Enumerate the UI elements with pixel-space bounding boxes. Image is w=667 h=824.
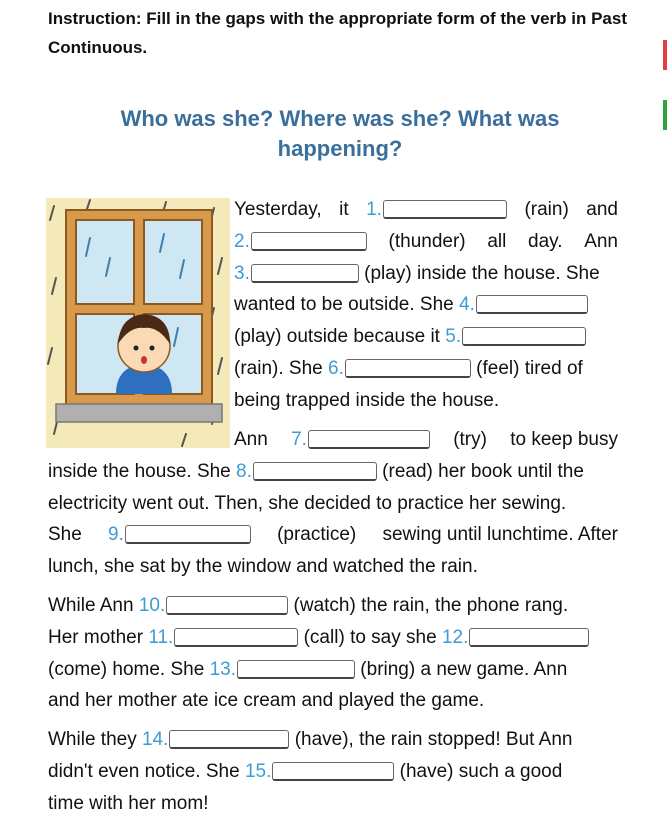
answer-box-11[interactable] (174, 628, 298, 647)
answer-box-13[interactable] (237, 660, 355, 679)
answer-box-2[interactable] (251, 232, 367, 251)
answer-box-10[interactable] (166, 596, 288, 615)
text-line-9: inside the house. She 8. (read) her book until the (48, 461, 584, 482)
text-line-8: Ann 7. (try) to keep busy (234, 429, 618, 450)
answer-box-14[interactable] (169, 730, 289, 749)
girl-at-rainy-window-illustration (46, 198, 230, 448)
text-line-17: While they 14. (have), the rain stopped! But Ann (48, 729, 573, 750)
text-line-13: While Ann 10. (watch) the rain, the phone rang. (48, 595, 569, 616)
text-line-1: Yesterday, it 1. (rain) and (234, 199, 618, 220)
text-line-16: and her mother ate ice cream and played the game. (48, 690, 485, 711)
text-line-19: time with her mom! (48, 793, 209, 814)
text-line-10: electricity went out. Then, she decided to practice her sewing. (48, 493, 567, 514)
text-line-15: (come) home. She 13. (bring) a new game. Ann (48, 659, 568, 680)
answer-box-8[interactable] (253, 462, 377, 481)
worksheet-title: Who was she? Where was she? What was happening? (120, 106, 560, 161)
answer-box-3[interactable] (251, 264, 359, 283)
text-line-11: She 9. (practice) sewing until lunchtime. After (48, 524, 618, 545)
text-line-7: being trapped inside the house. (234, 390, 500, 411)
text-line-6: (rain). She 6. (feel) tired of (234, 358, 583, 379)
text-line-12: lunch, she sat by the window and watched the rain. (48, 556, 478, 577)
answer-box-5[interactable] (462, 327, 586, 346)
answer-box-6[interactable] (345, 359, 471, 378)
answer-box-12[interactable] (469, 628, 589, 647)
answer-box-1[interactable] (383, 200, 507, 219)
text-line-4: wanted to be outside. She 4. (234, 294, 588, 318)
answer-box-4[interactable] (476, 295, 588, 314)
answer-box-7[interactable] (308, 430, 430, 449)
edge-marker (663, 100, 667, 130)
instruction: Instruction: Fill in the gaps with the appropriate form of the verb in Past Continuous. (48, 9, 627, 57)
text-line-3: 3. (play) inside the house. She (234, 263, 600, 284)
text-line-5: (play) outside because it 5. (234, 326, 586, 350)
text-line-18: didn't even notice. She 15. (have) such a good (48, 761, 563, 782)
text-line-2: 2. (thunder) all day. Ann (234, 231, 618, 252)
answer-box-9[interactable] (125, 525, 251, 544)
text-line-14: Her mother 11. (call) to say she 12. (48, 627, 589, 651)
edge-marker (663, 40, 667, 70)
answer-box-15[interactable] (272, 762, 394, 781)
